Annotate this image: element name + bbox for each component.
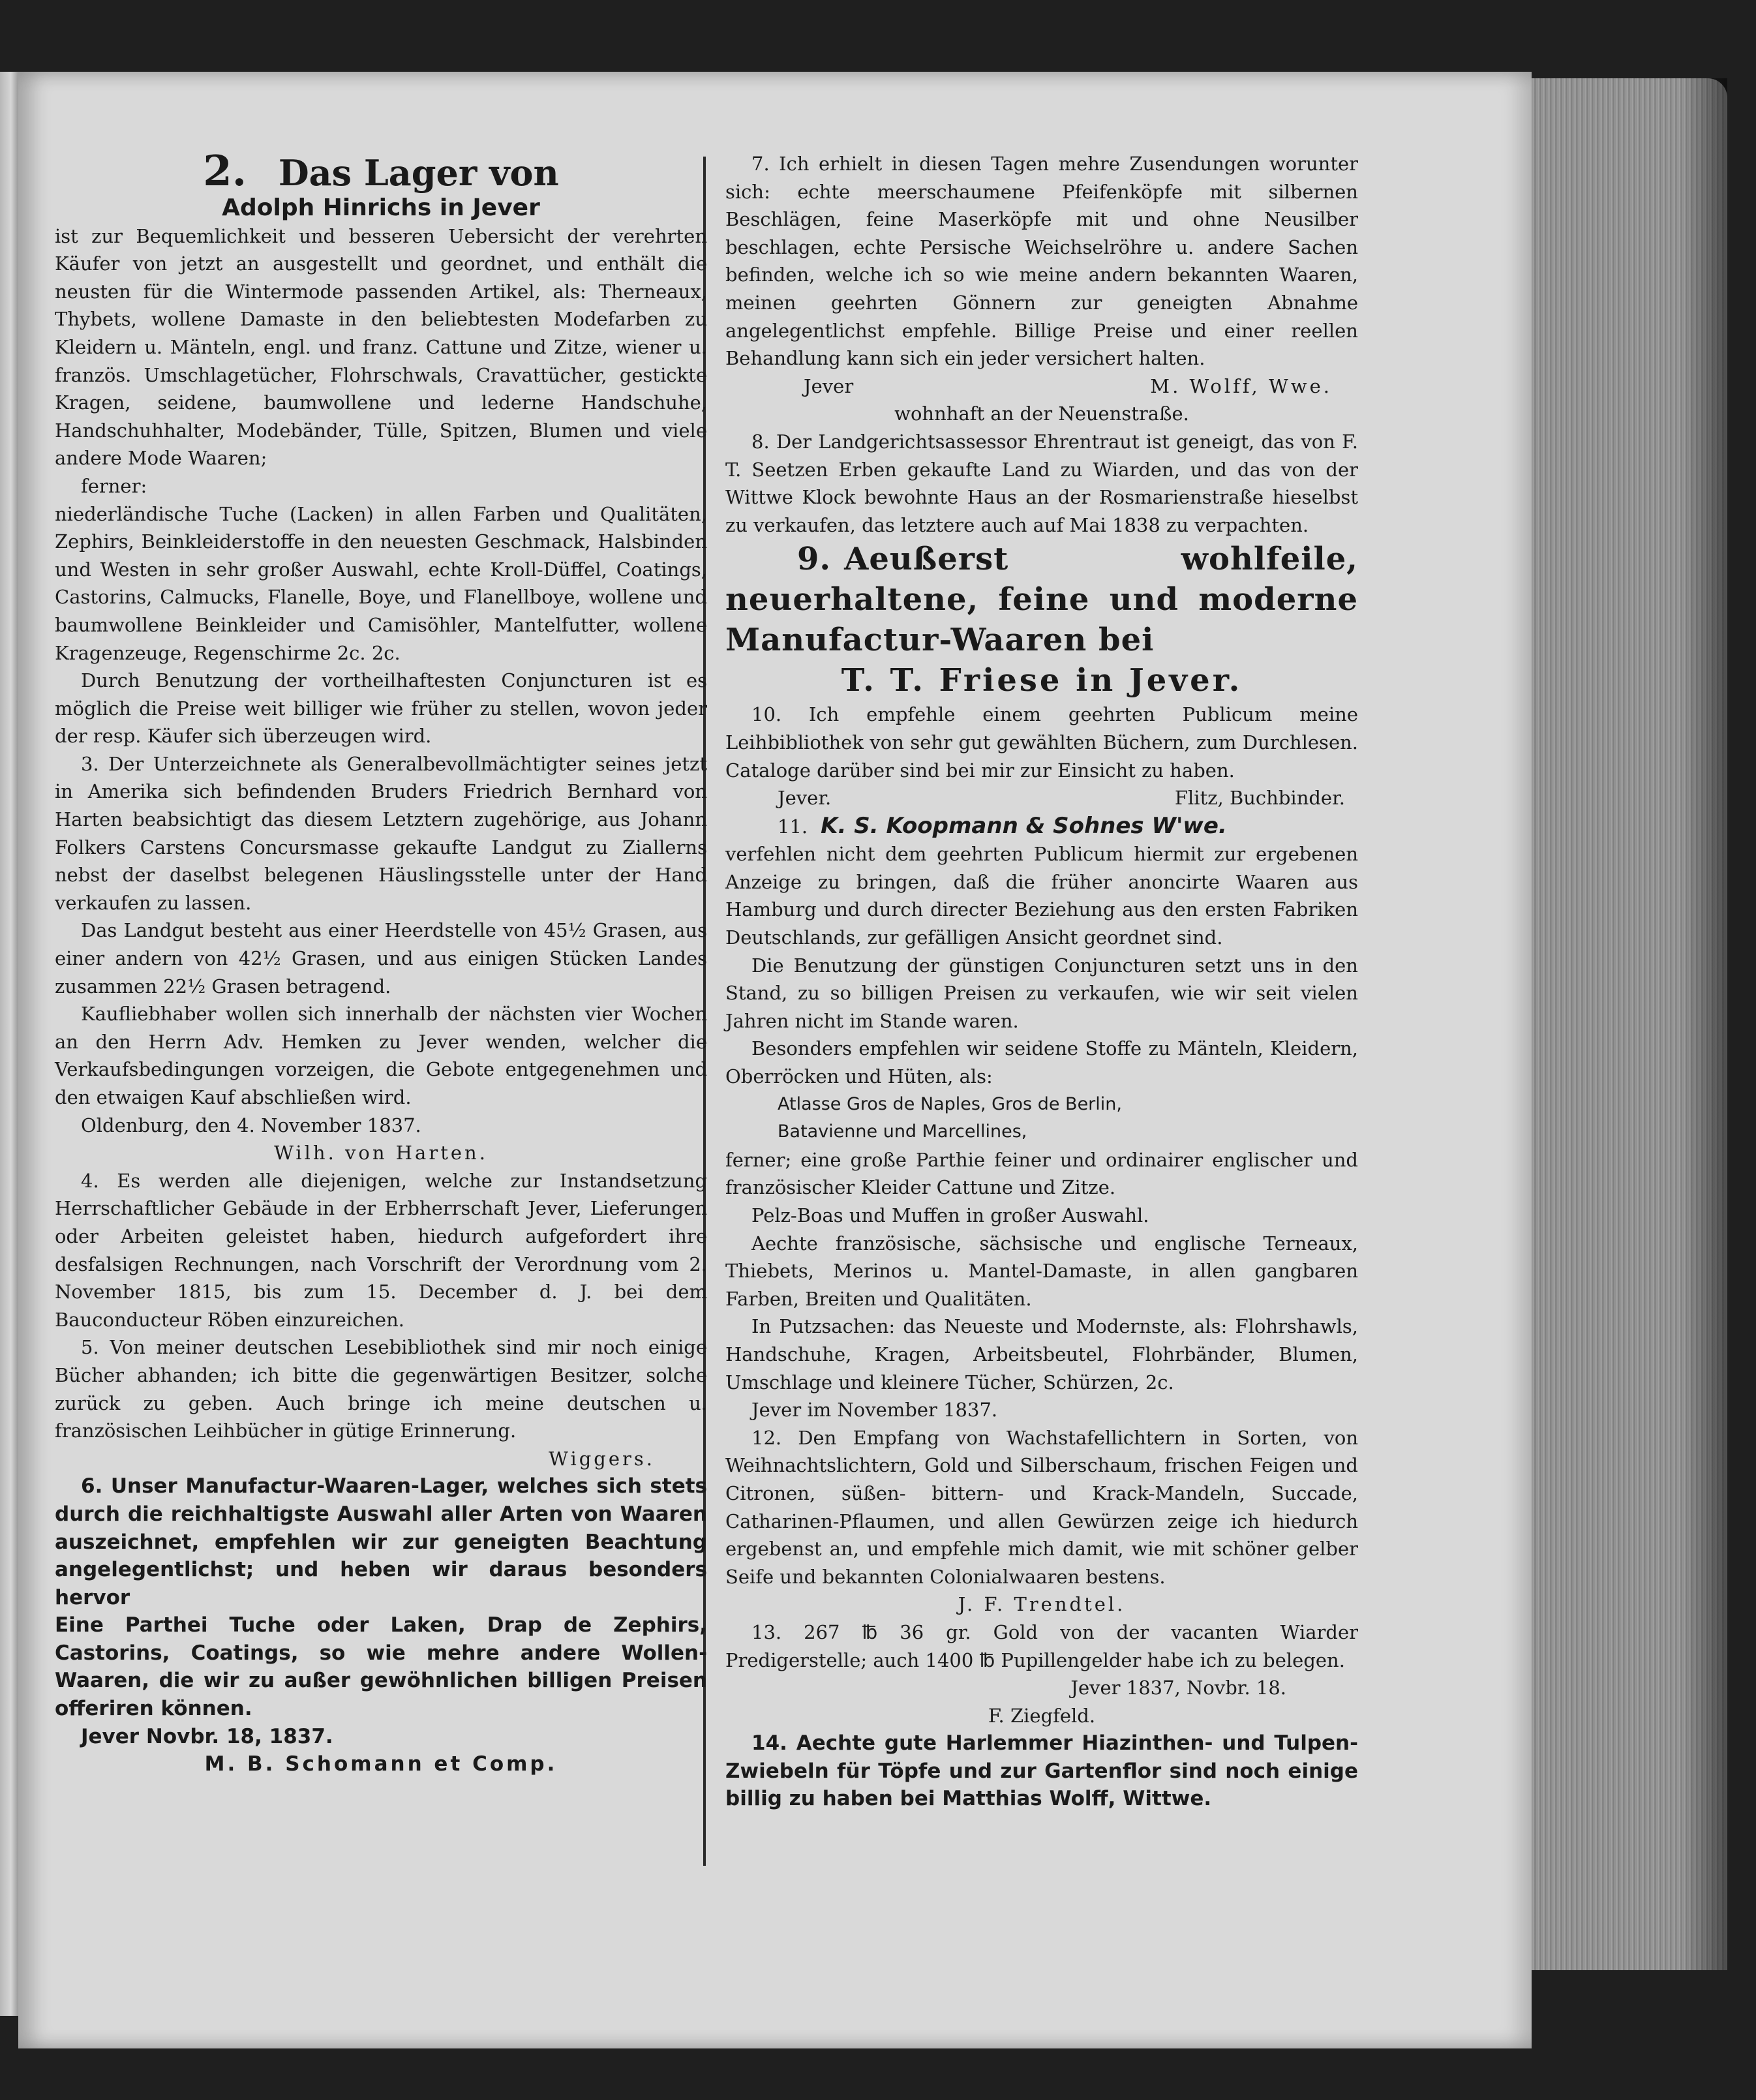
ad-3-signature: Wilh. von Harten. [274,1142,488,1164]
ad-13-text: 13. 267 ℔ 36 gr. Gold von der vacanten Wiarder Predigerstelle; auch 1400 ℔ Pupillengelder habe ich zu belegen. [725,1621,1358,1671]
ad-11-number: 11. [778,815,808,838]
ad-2-list: niederländische Tuche (Lacken) in allen Farben und Qualitäten, Zephirs, Beinkleiderstoffe in den neuesten Geschmack, Halsbinden und Westen in sehr großer Auswahl, echte Kroll-Düffel, Coatings, Castorins, Calmucks, Flanelle, Boye, und Flanellboye, wollene und baumwollene Beinkleider und Camisöhler, Mantelfutter, wollene Kragenzeuge, Regenschirme 2c. 2c. [55,502,707,664]
ad-3 [55,750,707,1167]
ad-11-silk-list-2: Batavienne und Marcellines, [778,1121,1027,1142]
ad-5-text: 5. Von meiner deutschen Lesebibliothek sind mir noch einige Bücher abhanden; ich bitte die gegenwärtigen Besitzer, solche zurück zu geben. Auch bringe ich meine deutschen u. französischen Leihbücher in gütige Erinnerung. [55,1336,707,1442]
ad-14 [725,1729,1358,1813]
ad-13-date: Jever 1837, Novbr. 18. [1070,1677,1286,1699]
ad-11-damasks: Aechte französische, sächsische und englische Terneaux, Thiebets, Merinos u. Mantel-Damaste, in allen gangbaren Farben, Breiten und Qualitäten. [725,1232,1358,1310]
ad-9 [725,539,1358,701]
ad-10-signature: Flitz, Buchbinder. [1174,787,1345,810]
ad-3-estate: Das Landgut besteht aus einer Heerdstelle von 45½ Grasen, aus einer andern von 42½ Grasen, und aus einigen Stücken Landes zusammen 22½ Grasen betragend. [55,919,707,997]
ad-9-banner: Aeußerst wohlfeile, neuerhaltene, feine und moderne Manufactur-Waaren bei [725,541,1358,659]
ad-2-ferner: ferner: [81,474,147,497]
ad-3-buyers: Kaufliebhaber wollen sich innerhalb der nächsten vier Wochen an den Herrn Adv. Hemken zu Jever wenden, welcher die Verkaufsbedingungen vorzeigen, die Gebote entgegenehmen und den etwaigen Kauf abschließen wird. [55,1003,707,1108]
ad-11-finery: In Putzsachen: das Neueste und Modernste, als: Flohrshawls, Handschuhe, Kragen, Arbeitsbeutel, Flohrbänder, Blumen, Umschlage und kleinere Tücher, Schürzen, 2c. [725,1315,1358,1393]
ad-9-firm: T. T. Friese in Jever. [841,662,1243,699]
ad-12-text: 12. Den Empfang von Wachstafellichtern in Sorten, von Weihnachtslichtern, Gold und Silberschaum, frischen Feigen und Citronen, süßen- bittern- und Krack-Mandeln, Succade, Catharinen-Pflaumen, und allen Gewürzen zeige ich hiedurch ergebenst an, und empfehle mich damit, wie mit schöner gelber Seife und bekannten Colonialwaaren bestens. [725,1426,1358,1588]
ad-10-text: 10. Ich empfehle einem geehrten Publicum meine Leihbibliothek von sehr gut gewählten Büchern, zum Durchlesen. Cataloge darüber sind bei mir zur Einsicht zu haben. [725,703,1358,782]
right-column [725,150,1358,1813]
ad-6 [55,1472,707,1778]
ad-4-text: 4. Es werden alle diejenigen, welche zur Instandsetzung Herrschaftlicher Gebäude in der Erbherrschaft Jever, Lieferungen oder Arbeiten geleistet haben, hiedurch aufgefordert ihre desfalsigen Rechnungen, nach Vorschrift der Verordnung vom 2. November 1815, bis zum 15. December d. J. bei dem Bauconducteur Röben einzureichen. [55,1169,707,1331]
ad-2-intro: ist zur Bequemlichkeit und besseren Uebersicht der verehrten Käufer von jetzt an ausgestellt und geordnet, und enthält die neusten für die Wintermode passenden Artikel, als: Therneaux, Thybets, wollene Damaste in den beliebtesten Modefarben zu Kleidern u. Mänteln, engl. und franz. Cattune und Zitze, wiener u. französ. Umschlagetücher, Flohrschwals, Cravattücher, gestickte Kragen, seidene, baumwollene und lederne Handschuhe, Handschuhhalter, Modebänder, Tülle, Spitzen, Blumen und viele andere Mode Waaren; [55,224,707,470]
ad-11-furs: Pelz-Boas und Muffen in großer Auswahl. [751,1204,1149,1226]
ad-11-announcement: verfehlen nicht dem geehrten Publicum hiermit zur ergebenen Anzeige zu bringen, daß die früher anoncirte Waaren aus Hamburg und durch directer Beziehung aus den ersten Fabriken Deutschlands, zur gefälligen Ansicht geordnet sind. [725,843,1358,949]
ad-7-text: 7. Ich erhielt in diesen Tagen mehre Zusendungen worunter sich: echte meerschaumene Pfeifenköpfe mit silbernen Beschlägen, feine Maserköpfe mit und ohne Neusilber beschlagen, echte Persische Weichselröhre u. andere Sachen befinden, welche ich so wie meine andern bekannten Waaren, meinen geehrten Gönnern zur geneigten Abnahme angelegentlichst empfehle. Billige Preise und einer reellen Behandlung kann sich ein jeder versichert halten. [725,153,1358,370]
ad-7 [725,150,1358,428]
ad-8 [725,428,1358,539]
ad-4 [55,1167,707,1334]
ad-2-number: 2. [203,147,247,196]
ad-6-date: Jever Novbr. 18, 1837. [81,1724,333,1748]
ad-10-place: Jever. [778,787,832,810]
ad-5-signature: Wiggers. [549,1447,655,1470]
ad-11-cottons: ferner; eine große Parthie feiner und ordinairer englischer und französischer Kleider Cattune und Zitze. [725,1148,1358,1199]
ad-14-text: 14. Aechte gute Harlemmer Hiazinthen- und Tulpen-Zwiebeln für Töpfe und zur Gartenflor sind noch einige billig zu haben bei Matthias Wolff, Wittwe. [725,1731,1358,1811]
ad-7-signature: M. Wolff, Wwe. [1150,374,1332,397]
ad-2 [55,147,707,750]
ad-11-date: Jever im November 1837. [751,1399,998,1422]
ad-11-silks: Besonders empfehlen wir seidene Stoffe zu Mänteln, Kleidern, Oberröcken und Hüten, als: [725,1037,1358,1088]
ad-7-address: wohnhaft an der Neuenstraße. [894,403,1189,425]
ad-3-text: 3. Der Unterzeichnete als Generalbevollmächtigter seines jetzt in Amerika sich befindenden Bruders Friedrich Bernhard von Harten beabsichtigt das diesem Letztern zugehörige, aus Johann Folkers Carstens Concursmasse gekaufte Landgut zu Ziallerns nebst der daselbst belegenen Häuslingsstelle unter der Hand verkaufen zu lassen. [55,752,707,914]
ad-13 [725,1619,1358,1729]
previous-page-edge [0,72,18,2016]
ad-11-silk-list-1: Atlasse Gros de Naples, Gros de Berlin, [778,1093,1122,1114]
left-column [55,147,707,1778]
ad-6-text: 6. Unser Manufactur-Waaren-Lager, welches sich stets durch die reichhaltigste Auswahl aller Arten von Waaren auszeichnet, empfehlen wir zur geneigten Beachtung angelegentlichst; und heben wir daraus besonders hervor [55,1474,707,1609]
ad-12 [725,1424,1358,1619]
ad-11 [725,812,1358,1424]
ad-12-signature: J. F. Trendtel. [958,1593,1126,1616]
ad-9-number: 9. [797,541,832,578]
ad-11-firm: K. S. Koopmann & Sohnes W'we. [821,812,1227,839]
book-page-edges [1532,78,1727,1970]
ad-2-firm: Adolph Hinrichs in Jever [222,194,540,221]
ad-8-text: 8. Der Landgerichtsassessor Ehrentraut ist geneigt, das von F. T. Seetzen Erben gekaufte Land zu Wiarden, und das von der Wittwe Klock bewohnte Haus an der Rosmarienstraße hieselbst zu verkaufen, das letztere auch auf Mai 1838 zu verpachten. [725,430,1358,536]
ad-5 [55,1333,707,1472]
ad-2-title: Das Lager von [278,152,559,194]
ad-6-offer: Eine Parthei Tuche oder Laken, Drap de Zephirs, Castorins, Coatings, so wie mehre andere Wollen-Waaren, die wir zu außer gewöhnlichen billigen Preisen offeriren können. [55,1613,707,1721]
ad-2-closing: Durch Benutzung der vortheilhaftesten Conjuncturen ist es möglich die Preise weit billiger wie früher zu stellen, wovon jeder der resp. Käufer sich überzeugen wird. [55,669,707,748]
ad-10 [725,701,1358,812]
ad-11-conjunctures: Die Benutzung der günstigen Conjuncturen setzt uns in den Stand, zu so billigen Preisen zu verkaufen, wie wir seit vielen Jahren nicht im Stande waren. [725,954,1358,1032]
ad-13-signature: F. Ziegfeld. [988,1704,1096,1727]
ad-7-place: Jever [804,374,854,397]
ad-3-date: Oldenburg, den 4. November 1837. [81,1114,421,1136]
ad-6-signature: M. B. Schomann et Comp. [204,1752,558,1776]
